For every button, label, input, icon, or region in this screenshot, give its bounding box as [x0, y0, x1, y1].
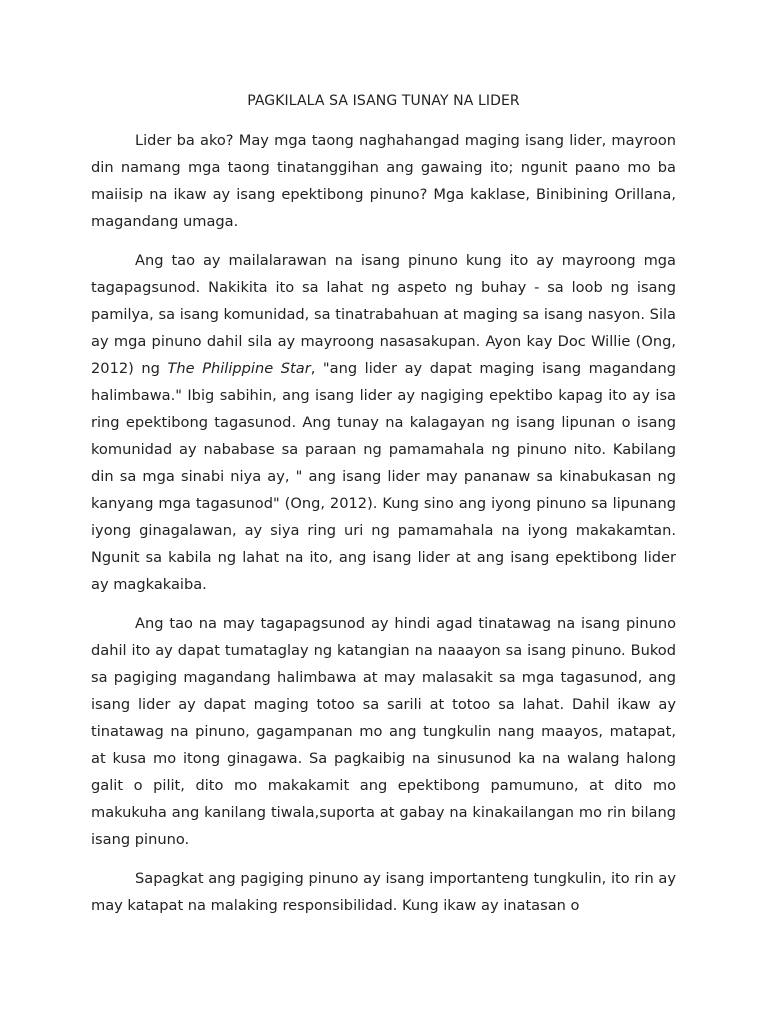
paragraph-2 [91, 247, 676, 598]
paragraph-2-text-after: , "ang lider ay dapat maging isang magandang halimbawa." Ibig sabihin, ang isang lider ay nagiging epektibo kapag ito ay isa ring epektibong tagasunod. Ang tunay na kalagayan ng isang lipunan o isang komunidad ay nababase sa paraan ng pamamahala ng pinuno nito. Kabilang din sa mga sinabi niya ay, " ang isang lider may pananaw sa kinabukasan ng kanyang mga tagasunod" (Ong, 2012). Kung sino ang iyong pinuno sa lipunang iyong ginagalawan, ay siya ring uri ng pamamahala na iyong makakamtan. Ngunit sa kabila ng lahat na ito, ang isang lider at ang isang epektibong lider ay magkakaiba. [91, 360, 676, 593]
paragraph-4: Sapagkat ang pagiging pinuno ay isang importanteng tungkulin, ito rin ay may katapat na malaking responsibilidad. Kung ikaw ay inatasan o [91, 870, 676, 914]
paragraph-1: Lider ba ako? May mga taong naghahangad maging isang lider, mayroon din namang mga taong tinatanggihan ang gawaing ito; ngunit paano mo ba maiisip na ikaw ay isang epektibong pinuno? Mga kaklase, Binibining Orillana, magandang umaga. [91, 132, 676, 230]
paragraph-2-text-before: Ang tao ay mailalarawan na isang pinuno kung ito ay mayroong mga tagapagsunod. Nakikita ito sa lahat ng aspeto ng buhay - sa loob ng isang pamilya, sa isang komunidad, sa tinatrabahuan at maging sa isang nasyon. Sila ay mga pinuno dahil sila ay mayroong nasasakupan. Ayon kay Doc Willie (Ong, 2012) ng [91, 252, 676, 377]
newspaper-title: The Philippine Star [167, 360, 311, 377]
paragraph-3: Ang tao na may tagapagsunod ay hindi agad tinatawag na isang pinuno dahil ito ay dapat tumataglay ng katangian na naaayon sa isang pinuno. Bukod sa pagiging magandang halimbawa at may malasakit sa mga tagasunod, ang isang lider ay dapat maging totoo sa sarili at totoo sa lahat. Dahil ikaw ay tinatawag na pinuno, gagampanan mo ang tungkulin nang maayos, matapat, at kusa mo itong ginagawa. Sa pagkaibig na sinusunod ka na walang halong galit o pilit, dito mo makakamit ang epektibong pamumuno, at dito mo makukuha ang kanilang tiwala,suporta at gabay na kinakailangan mo rin bilang isang pinuno. [91, 615, 676, 848]
document-title: PAGKILALA SA ISANG TUNAY NA LIDER [247, 93, 520, 109]
